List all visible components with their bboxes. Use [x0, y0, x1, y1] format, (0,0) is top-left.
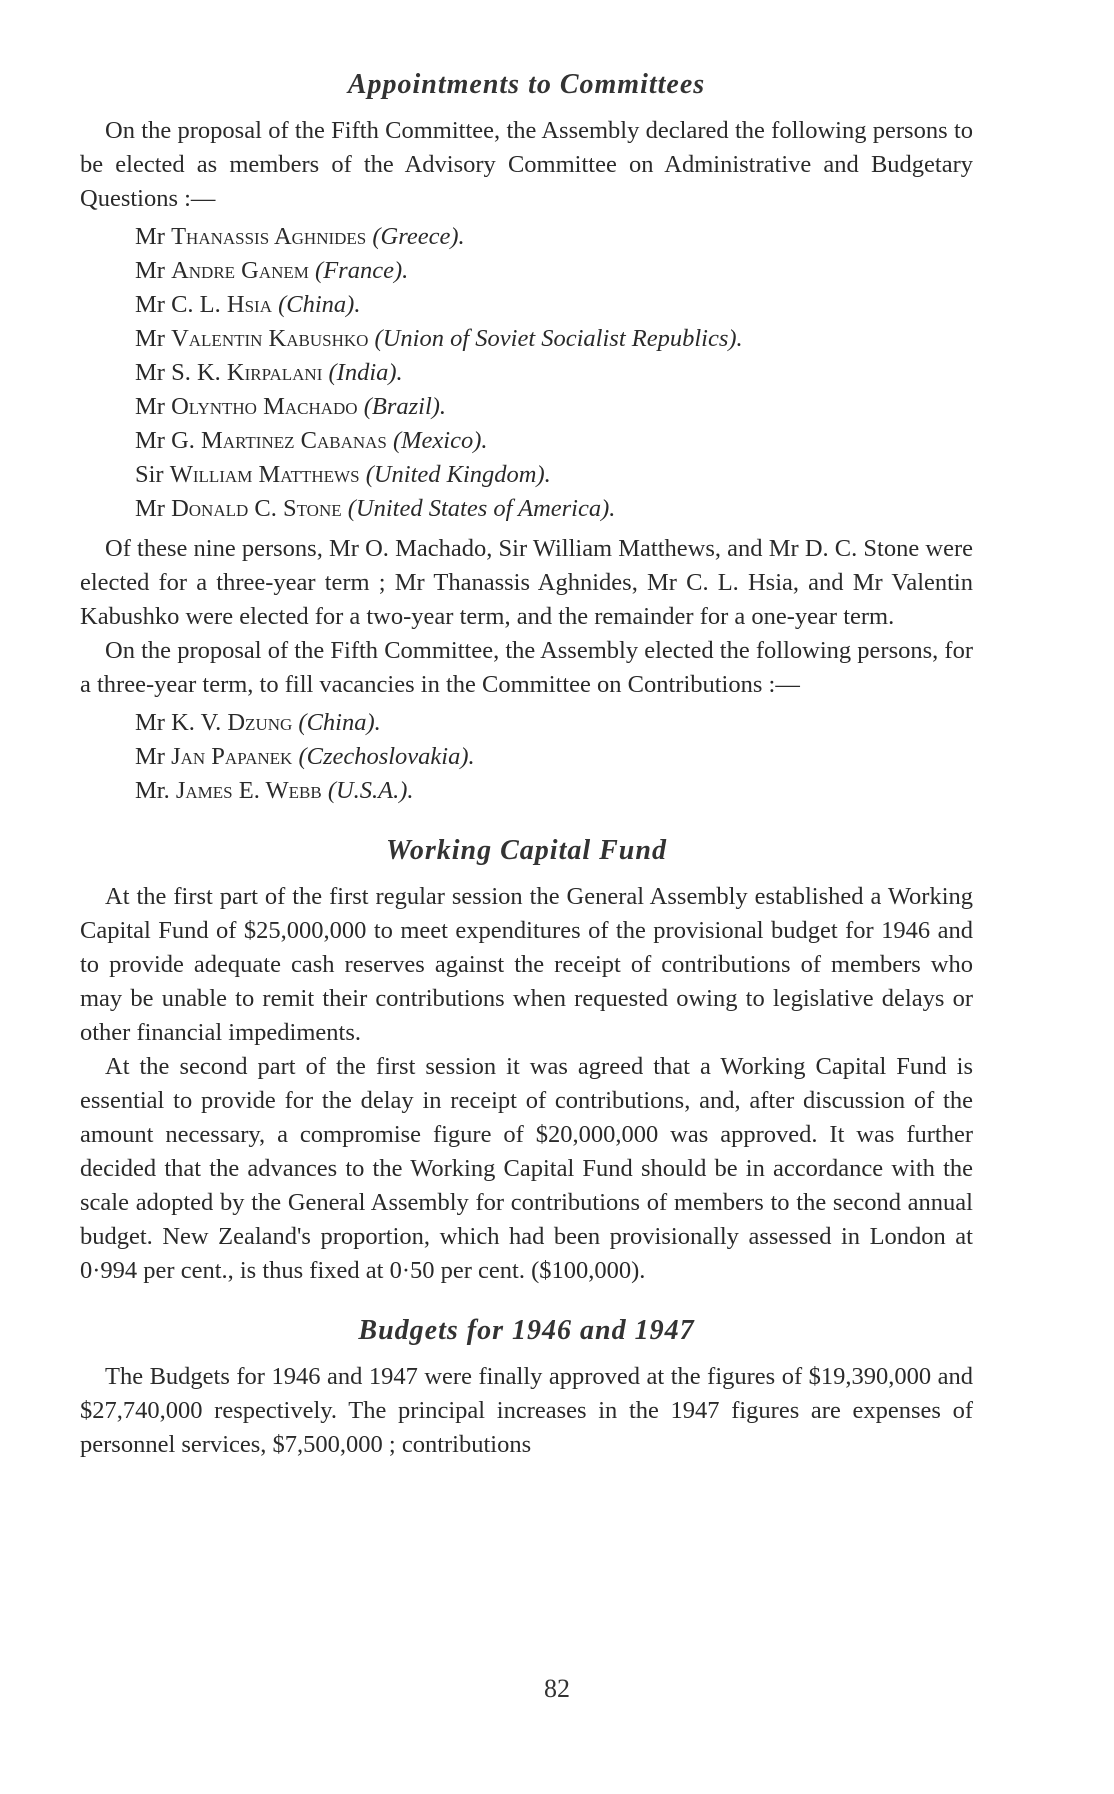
section-heading-budgets: Budgets for 1946 and 1947	[358, 1315, 695, 1346]
page-number: 82	[544, 1674, 570, 1703]
paragraph-advisory-intro: On the proposal of the Fifth Committee, the Assembly declared the following persons to be elected as members of the Advisory Committee on Administrative and Budgetary Questions :—	[80, 117, 973, 212]
list-item: Mr Thanassis Aghnides (Greece).	[135, 223, 465, 250]
contributions-committee-member-list	[80, 706, 973, 808]
list-item: Mr C. L. Hsia (China).	[135, 291, 361, 318]
list-item: Mr Valentin Kabushko (Union of Soviet Socialist Republics).	[135, 325, 743, 352]
paragraph-contributions-intro: On the proposal of the Fifth Committee, the Assembly elected the following persons, for a three-year term, to fill vacancies in the Committee on Contributions :—	[80, 637, 973, 698]
section-heading-appointments: Appointments to Committees	[347, 69, 706, 100]
section-heading-working-capital: Working Capital Fund	[386, 835, 667, 866]
list-item: Mr Donald C. Stone (United States of America).	[135, 495, 616, 522]
list-item: Mr Olyntho Machado (Brazil).	[135, 393, 447, 420]
advisory-committee-member-list	[80, 220, 973, 526]
paragraph-working-capital-1: At the first part of the first regular session the General Assembly established a Working Capital Fund of $25,000,000 to meet expenditures of the provisional budget for 1946 and to provide adequate cash reserves against the receipt of contributions of members who may be unable to remit their contributions when requested owing to legislative delays or other financial impediments.	[80, 883, 973, 1046]
paragraph-terms: Of these nine persons, Mr O. Machado, Sir William Matthews, and Mr D. C. Stone were elected for a three-year term ; Mr Thanassis Aghnides, Mr C. L. Hsia, and Mr Valentin Kabushko were elected for a two-year term, and the remainder for a one-year term.	[80, 535, 973, 630]
list-item: Sir William Matthews (United Kingdom).	[135, 461, 551, 488]
paragraph-working-capital-2: At the second part of the first session it was agreed that a Working Capital Fund is essential to provide for the delay in receipt of contributions, and, after discussion of the amount necessary, a compromise figure of $20,000,000 was approved. It was further decided that the advances to the Working Capital Fund should be in accordance with the scale adopted by the General Assembly for contributions of members to the second annual budget. New Zealand's proportion, which had been provisionally assessed in London at 0·994 per cent., is thus fixed at 0·50 per cent. ($100,000).	[80, 1053, 973, 1284]
list-item: Mr. James E. Webb (U.S.A.).	[135, 777, 414, 804]
paragraph-budgets-1: The Budgets for 1946 and 1947 were finally approved at the figures of $19,390,000 and $27,740,000 respectively. The principal increases in the 1947 figures are expenses of personnel services, $7,500,000 ; contributions	[80, 1363, 973, 1458]
list-item: Mr G. Martinez Cabanas (Mexico).	[135, 427, 488, 454]
list-item: Mr Jan Papanek (Czechoslovakia).	[135, 743, 475, 770]
list-item: Mr K. V. Dzung (China).	[135, 709, 381, 736]
document-page	[80, 68, 973, 1462]
list-item: Mr S. K. Kirpalani (India).	[135, 359, 403, 386]
list-item: Mr Andre Ganem (France).	[135, 257, 409, 284]
